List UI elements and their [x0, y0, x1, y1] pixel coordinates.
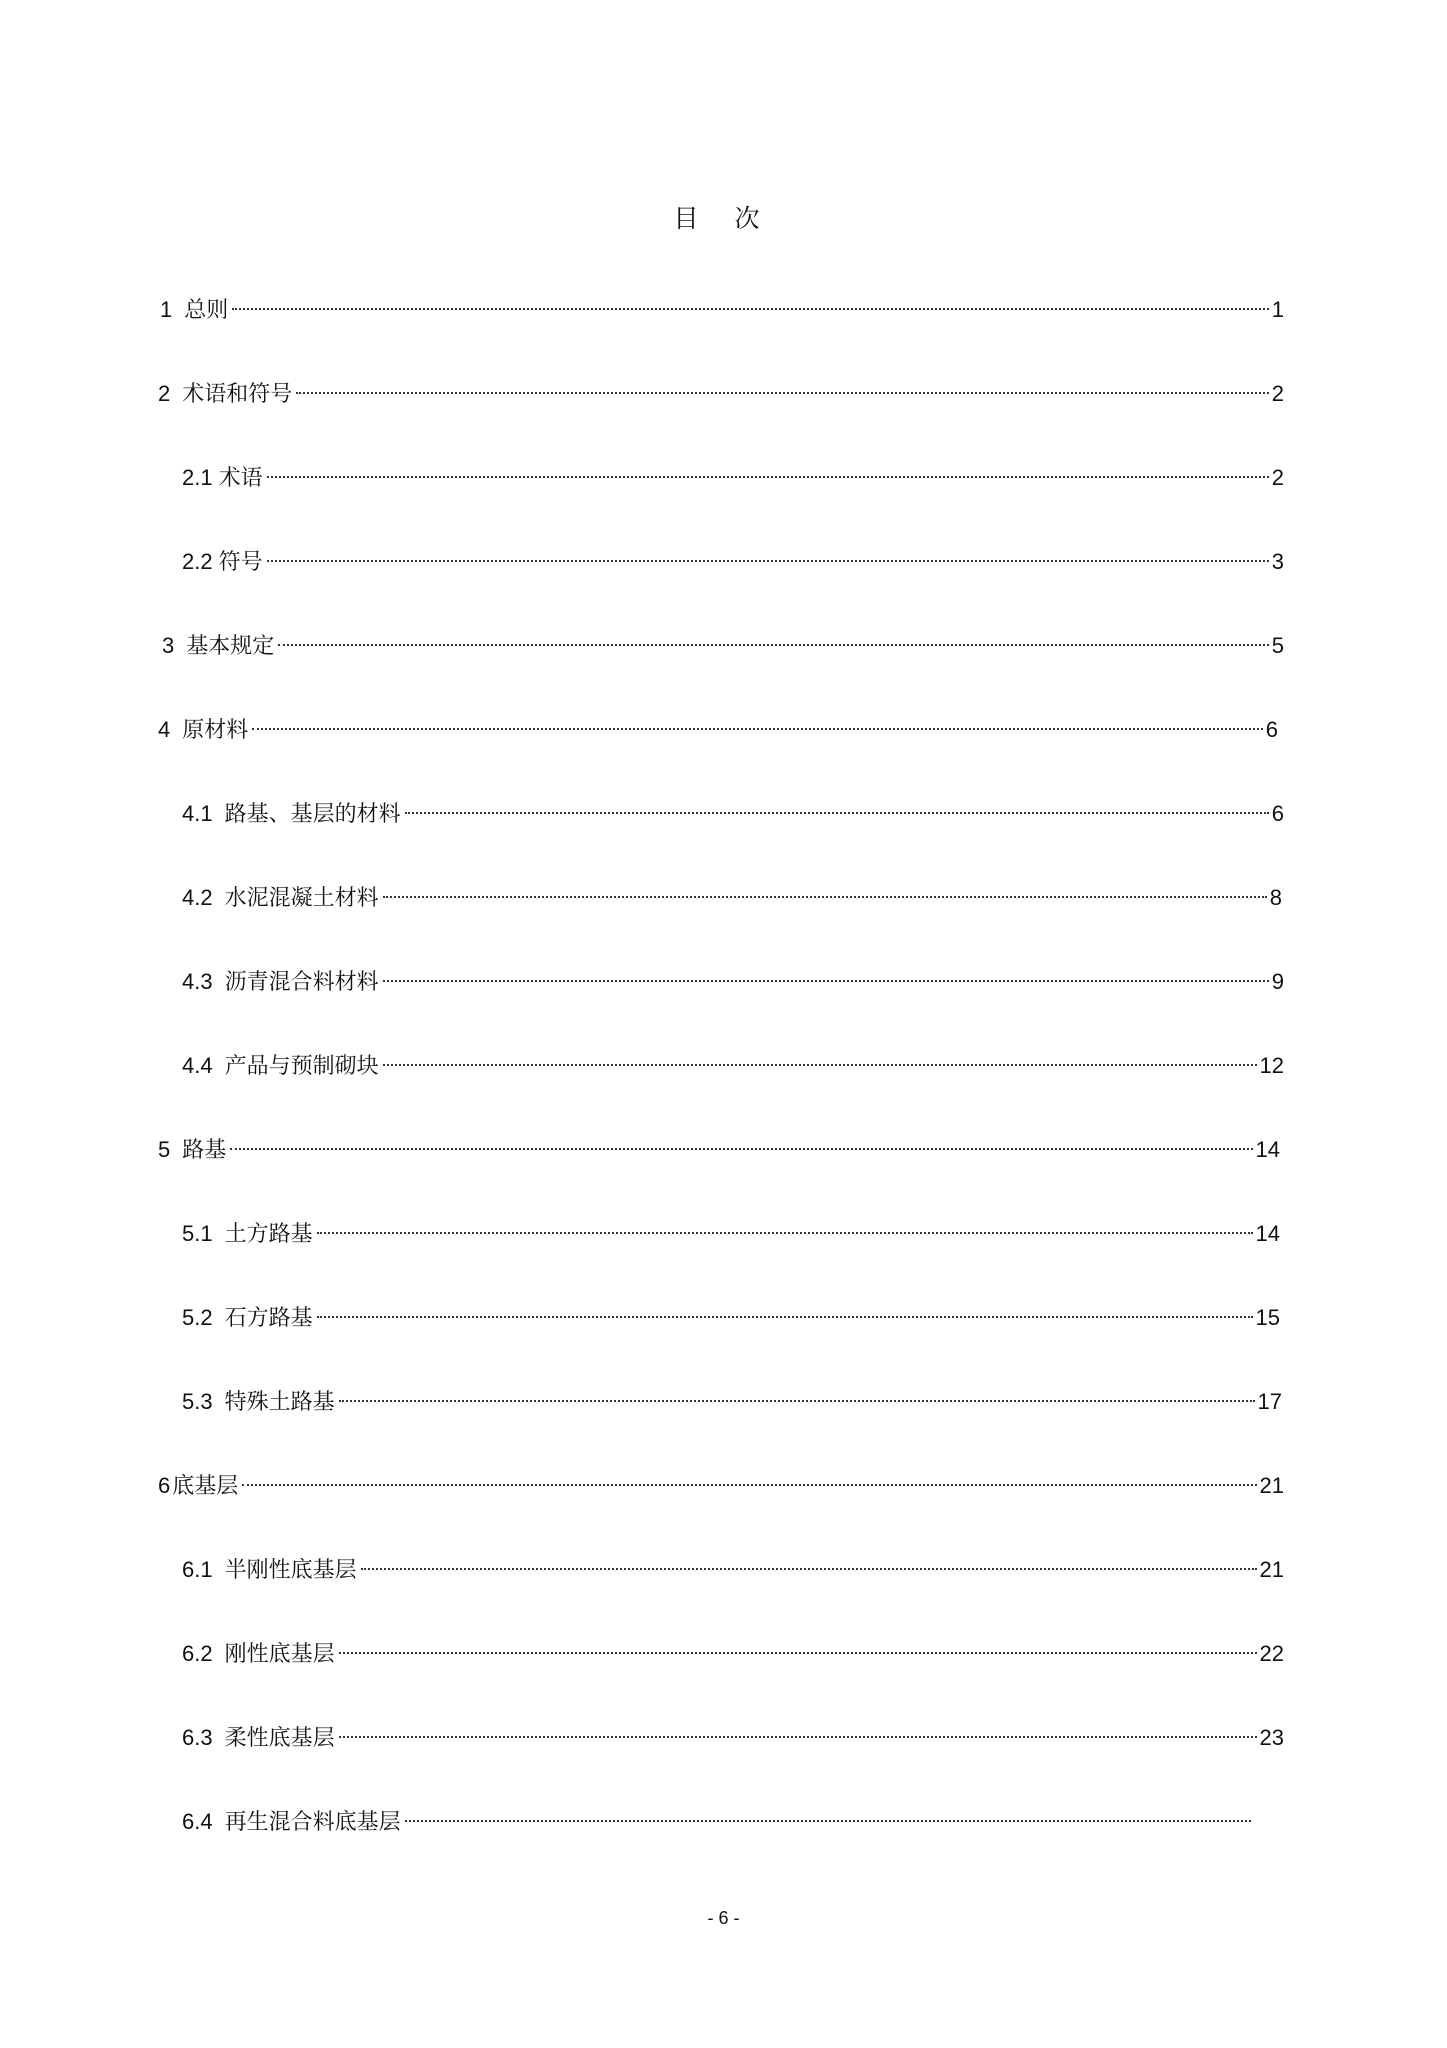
toc-entry-label: 特殊土路基	[224, 1390, 335, 1415]
toc-entry[interactable]	[182, 1638, 1284, 1670]
toc-title: 目 次	[673, 204, 774, 233]
toc-entry-number: 6.3	[182, 1725, 213, 1750]
toc-entry-label: 半刚性底基层	[224, 1558, 357, 1583]
toc-entry[interactable]	[158, 378, 1284, 410]
toc-entry[interactable]	[182, 1806, 1254, 1838]
toc-entry-page: 22	[1259, 1641, 1284, 1666]
toc-entry[interactable]	[182, 1050, 1284, 1082]
toc-entry-number: 4.2	[182, 885, 213, 910]
toc-entry-number: 5	[158, 1137, 171, 1162]
toc-entry[interactable]	[160, 294, 1284, 326]
toc-dot-leader	[383, 980, 1269, 982]
toc-entry-number: 6	[158, 1473, 171, 1498]
toc-dot-leader	[405, 812, 1269, 814]
toc-entry-label: 石方路基	[224, 1306, 313, 1331]
toc-entry-page: 6	[1265, 717, 1278, 742]
toc-entry[interactable]	[182, 1722, 1284, 1754]
toc-entry-label: 水泥混凝土材料	[224, 886, 379, 911]
toc-entry-label: 沥青混合料材料	[224, 970, 379, 995]
toc-entry-page: 9	[1271, 969, 1284, 994]
toc-dot-leader	[339, 1400, 1255, 1402]
toc-entry[interactable]	[182, 462, 1284, 494]
toc-entry-page: 17	[1257, 1389, 1282, 1414]
toc-entry-number: 3	[162, 633, 175, 658]
toc-dot-leader	[317, 1232, 1253, 1234]
toc-entry-page: 1	[1271, 297, 1284, 322]
toc-entry[interactable]	[182, 882, 1282, 914]
toc-entry-page: 3	[1271, 549, 1284, 574]
toc-entry[interactable]	[182, 1218, 1280, 1250]
toc-entry-page: 23	[1259, 1725, 1284, 1750]
toc-entry-label: 术语	[218, 466, 263, 491]
toc-dot-leader	[361, 1568, 1257, 1570]
toc-dot-leader	[278, 644, 1268, 646]
toc-dot-leader	[317, 1316, 1253, 1318]
toc-entry-page: 2	[1271, 465, 1284, 490]
toc-dot-leader	[242, 1484, 1256, 1486]
toc-entry-number: 5.2	[182, 1305, 213, 1330]
toc-entry[interactable]	[182, 966, 1284, 998]
toc-entry-page: 21	[1259, 1557, 1284, 1582]
toc-dot-leader	[339, 1736, 1257, 1738]
toc-dot-leader	[383, 896, 1267, 898]
toc-entry-number: 2	[158, 381, 171, 406]
toc-dot-leader	[267, 476, 1269, 478]
toc-entry-label: 路基、基层的材料	[224, 802, 401, 827]
toc-entry-number: 2.2	[182, 549, 213, 574]
toc-dot-leader	[267, 560, 1269, 562]
toc-entry-label: 原材料	[182, 718, 249, 743]
toc-dot-leader	[252, 728, 1262, 730]
toc-entry-page: 2	[1271, 381, 1284, 406]
toc-entry-page: 14	[1255, 1221, 1280, 1246]
toc-entry-number: 5.3	[182, 1389, 213, 1414]
toc-entry-number: 4.1	[182, 801, 213, 826]
toc-entry-label: 路基	[182, 1138, 227, 1163]
toc-entry-number: 4.4	[182, 1053, 213, 1078]
toc-entry-number: 6.1	[182, 1557, 213, 1582]
toc-entry-label: 符号	[218, 550, 263, 575]
toc-entry-number: 4	[158, 717, 171, 742]
toc-entry-number: 6.2	[182, 1641, 213, 1666]
toc-entry-label: 总则	[184, 298, 229, 323]
toc-dot-leader	[232, 308, 1268, 310]
toc-entry-label: 术语和符号	[182, 382, 293, 407]
toc-entry-number: 6.4	[182, 1809, 213, 1834]
toc-entry-page: 21	[1259, 1473, 1284, 1498]
page-number-footer: - 6 -	[707, 1908, 740, 1928]
toc-entry-number: 5.1	[182, 1221, 213, 1246]
toc-entry[interactable]	[182, 546, 1284, 578]
toc-entry-page: 14	[1255, 1137, 1280, 1162]
toc-entry-label: 产品与预制砌块	[224, 1054, 379, 1079]
toc-entry-number: 2.1	[182, 465, 213, 490]
toc-dot-leader	[230, 1148, 1252, 1150]
toc-entry-page: 5	[1271, 633, 1284, 658]
toc-entry-page: 12	[1259, 1053, 1284, 1078]
toc-entry-page: 6	[1271, 801, 1284, 826]
toc-entry[interactable]	[182, 1386, 1282, 1418]
toc-entry-page: 15	[1255, 1305, 1280, 1330]
toc-entry[interactable]	[158, 714, 1278, 746]
toc-entry[interactable]	[182, 1302, 1280, 1334]
toc-dot-leader	[405, 1820, 1251, 1822]
toc-entry-number: 1	[160, 297, 173, 322]
toc-entry-label: 柔性底基层	[224, 1726, 335, 1751]
toc-entry-label: 刚性底基层	[224, 1642, 335, 1667]
toc-entry-label: 基本规定	[186, 634, 275, 659]
toc-entry[interactable]	[182, 798, 1284, 830]
toc-entry[interactable]	[158, 1470, 1284, 1502]
toc-entry-label: 底基层	[172, 1474, 239, 1499]
toc-dot-leader	[296, 392, 1268, 394]
toc-entry[interactable]	[162, 630, 1284, 662]
toc-dot-leader	[383, 1064, 1257, 1066]
toc-entry-number: 4.3	[182, 969, 213, 994]
toc-entry[interactable]	[158, 1134, 1280, 1166]
toc-entry-label: 土方路基	[224, 1222, 313, 1247]
toc-entry-page: 8	[1269, 885, 1282, 910]
toc-entry[interactable]	[182, 1554, 1284, 1586]
toc-dot-leader	[339, 1652, 1257, 1654]
toc-entry-label: 再生混合料底基层	[224, 1810, 401, 1835]
